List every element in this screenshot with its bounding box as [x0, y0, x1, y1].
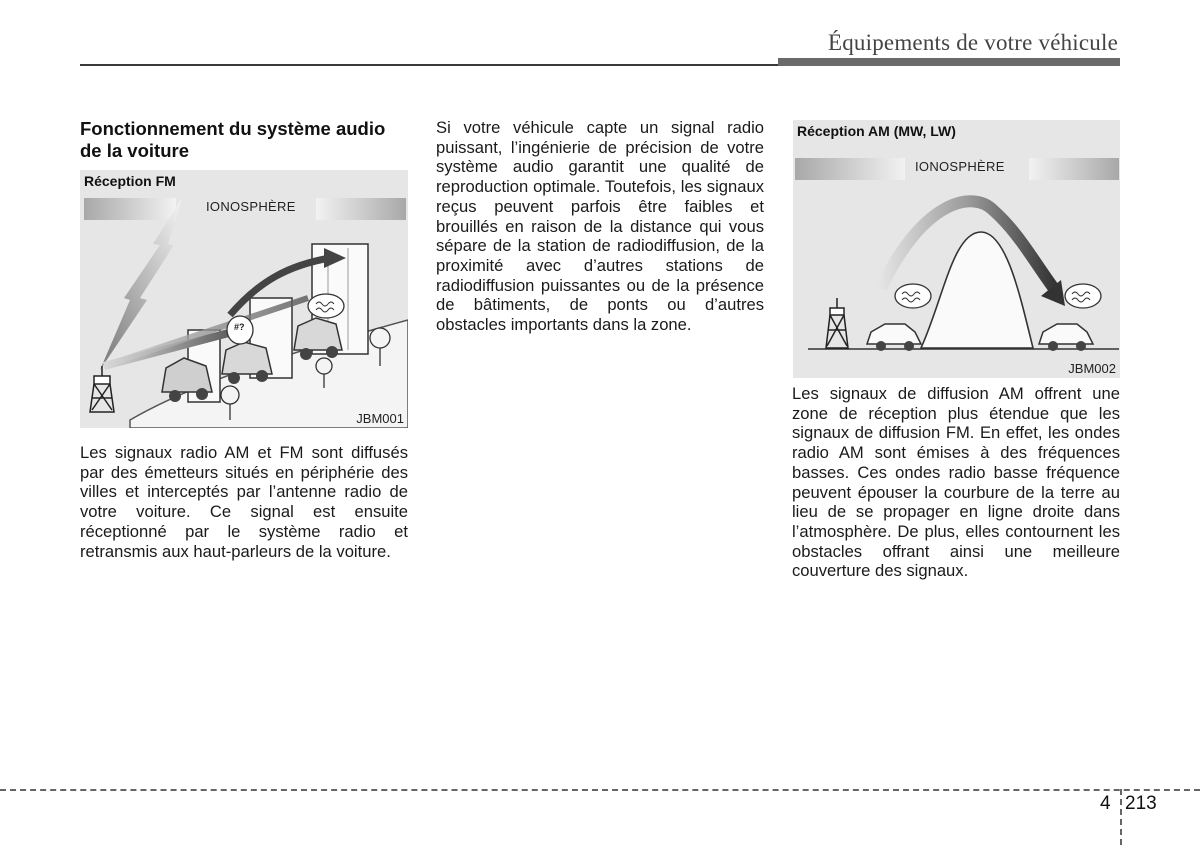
intro-paragraph: Les signaux radio AM et FM sont diffusés par des émetteurs situés en périphérie des villes et interceptés par l’antenne radio de votre voiture. Ce signal est ensuite réceptionné par le système radio et retransmis aux haut-parleurs de la voiture. [80, 443, 408, 561]
music-bubble-right [1065, 284, 1101, 308]
fm-paragraph: Si votre véhicule capte un signal radio puissant, l’ingénierie de précision de votre système audio garantit une qualité de reproduction optimale. Toutefois, les signaux reçus peuvent parfois être faibles et brouillés en raison de la distance qui vous sépare de la station de radiodiffusion, de la proximité avec d’autres stations de radiodiffusion puissantes ou de la présence de bâtiments, de ponts ou d’autres obstacles importants dans la zone. [436, 118, 764, 335]
section-number: 4 [1100, 793, 1111, 814]
transmitter-tower-icon [826, 298, 848, 348]
music-bubble-left [895, 284, 931, 308]
fm-reception-figure [80, 170, 408, 428]
am-reception-figure [793, 120, 1120, 378]
ionosphere-band-right [1029, 158, 1119, 180]
header-rule [80, 64, 780, 66]
fm-ionosphere-label: IONOSPHÈRE [206, 199, 296, 214]
car-right [1039, 324, 1093, 351]
fm-figure-code: JBM001 [356, 411, 404, 426]
section-heading: Fonctionnement du système audio de la voiture [80, 118, 386, 161]
noise-speech-bubble [308, 294, 344, 318]
ionosphere-band-left [84, 198, 176, 220]
car-left [867, 324, 921, 351]
page-number: 213 [1125, 793, 1157, 814]
am-ionosphere-label: IONOSPHÈRE [915, 159, 1005, 174]
footer-divider [1120, 789, 1122, 845]
am-figure-code: JBM002 [1068, 361, 1116, 376]
footer-rule [0, 789, 1200, 791]
am-paragraph: Les signaux de diffusion AM offrent une zone de réception plus étendue que les signaux de diffusion FM. En effet, les ondes radio AM sont émises à des fréquences basses. Ces ondes radio basse fréquence peuvent épouser la courbure de la terre au lieu de se propager en ligne droite dans l’atmosphère. De plus, elles contournent les obstacles offrant ainsi une meilleure couverture des signaux. [792, 384, 1120, 581]
fm-figure-label: Réception FM [84, 173, 176, 189]
transmitter-tower-icon [90, 366, 114, 412]
ionosphere-band-right [316, 198, 406, 220]
page-header-title: Équipements de votre véhicule [827, 30, 1118, 55]
header-rule-accent [778, 58, 1120, 66]
speech-bubble-text: #? [234, 322, 245, 332]
ionosphere-band-left [795, 158, 905, 180]
mountain [921, 232, 1033, 348]
am-figure-label: Réception AM (MW, LW) [797, 123, 956, 139]
